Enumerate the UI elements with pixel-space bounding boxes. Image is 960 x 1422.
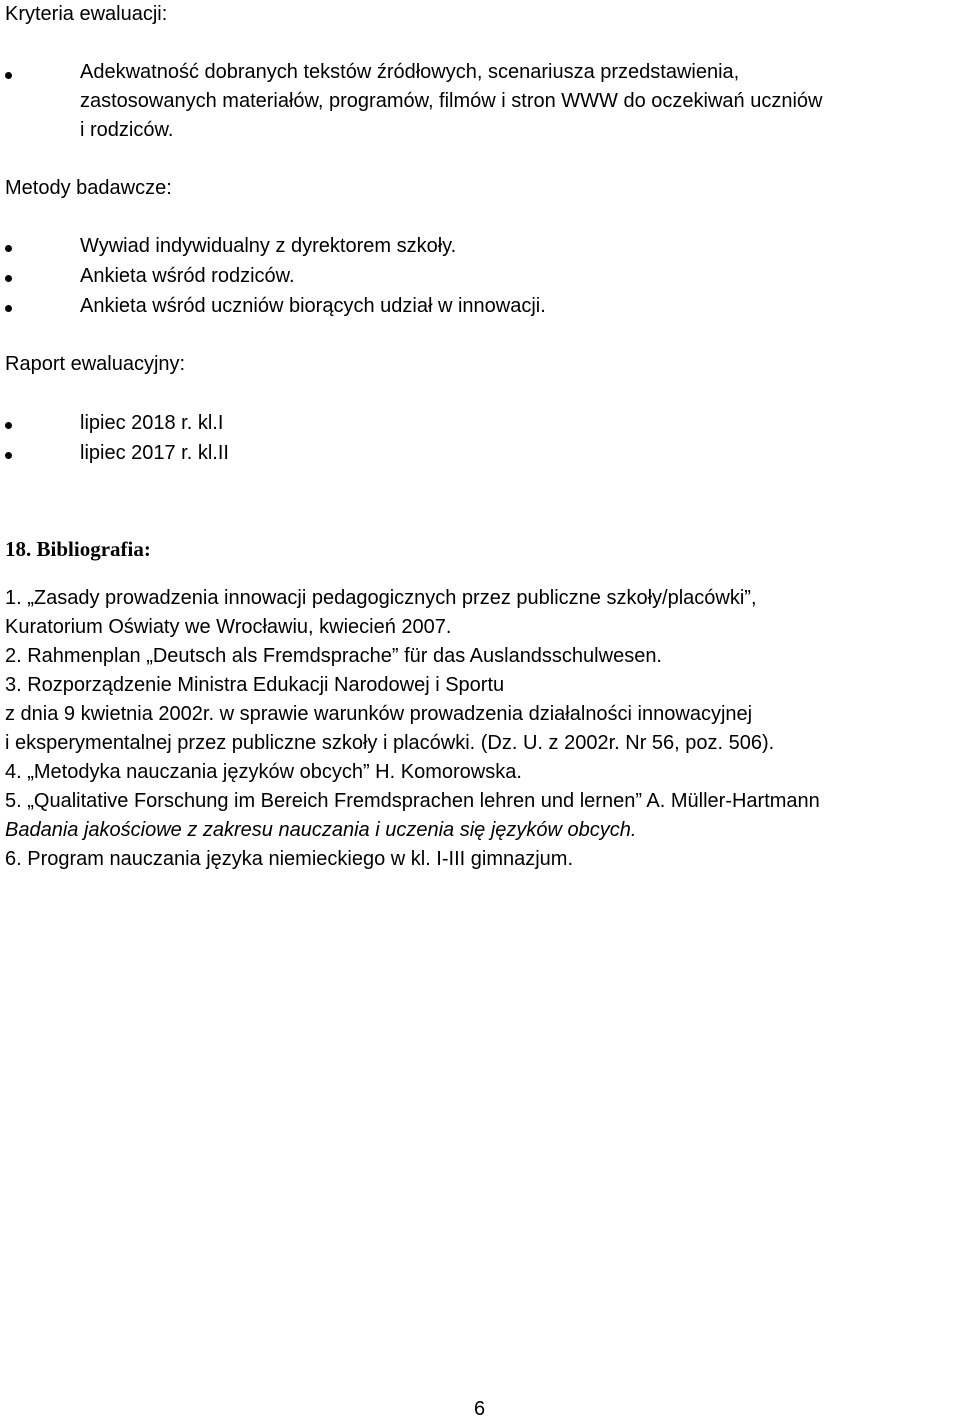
criteria-item-line: Adekwatność dobranych tekstów źródłowych, scenariusza przedstawienia, [80, 61, 740, 83]
bullet-icon [5, 305, 12, 312]
methods-item: Ankieta wśród uczniów biorących udział w innowacji. [80, 295, 546, 317]
bibliography-line-italic: Badania jakościowe z zakresu nauczania i uczenia się języków obcych. [5, 819, 637, 841]
bullet-icon [5, 72, 12, 79]
methods-item: Wywiad indywidualny z dyrektorem szkoły. [80, 235, 457, 257]
report-item: lipiec 2018 r. kl.I [80, 412, 224, 434]
bullet-icon [5, 275, 12, 282]
methods-item: Ankieta wśród rodziców. [80, 265, 295, 287]
bullet-icon [5, 245, 12, 252]
methods-heading: Metody badawcze: [5, 177, 172, 199]
bibliography-line: 4. „Metodyka nauczania języków obcych” H. Komorowska. [5, 761, 522, 783]
bibliography-line: 3. Rozporządzenie Ministra Edukacji Narodowej i Sportu [5, 674, 505, 696]
bibliography-line: i eksperymentalnej przez publiczne szkoły i placówki. (Dz. U. z 2002r. Nr 56, poz. 506). [5, 732, 775, 754]
bibliography-line: 6. Program nauczania języka niemieckiego w kl. I-III gimnazjum. [5, 848, 574, 870]
report-heading: Raport ewaluacyjny: [5, 353, 186, 375]
page-number: 6 [474, 1398, 486, 1420]
criteria-item-line: i rodziców. [80, 119, 174, 141]
criteria-heading: Kryteria ewaluacji: [5, 3, 168, 25]
bibliography-line: 1. „Zasady prowadzenia innowacji pedagogicznych przez publiczne szkoły/placówki”, [5, 587, 757, 609]
report-item: lipiec 2017 r. kl.II [80, 442, 229, 464]
bullet-icon [5, 422, 12, 429]
bullet-icon [5, 452, 12, 459]
bibliography-line: Kuratorium Oświaty we Wrocławiu, kwiecień 2007. [5, 616, 452, 638]
bibliography-line: z dnia 9 kwietnia 2002r. w sprawie warunków prowadzenia działalności innowacyjnej [5, 703, 753, 725]
bibliography-line: 2. Rahmenplan „Deutsch als Fremdsprache” für das Auslandsschulwesen. [5, 645, 662, 667]
criteria-item-line: zastosowanych materiałów, programów, filmów i stron WWW do oczekiwań uczniów [80, 90, 823, 112]
bibliography-line: 5. „Qualitative Forschung im Bereich Fremdsprachen lehren und lernen” A. Müller-Hartmann [5, 790, 820, 812]
bibliography-heading: 18. Bibliografia: [5, 537, 151, 561]
